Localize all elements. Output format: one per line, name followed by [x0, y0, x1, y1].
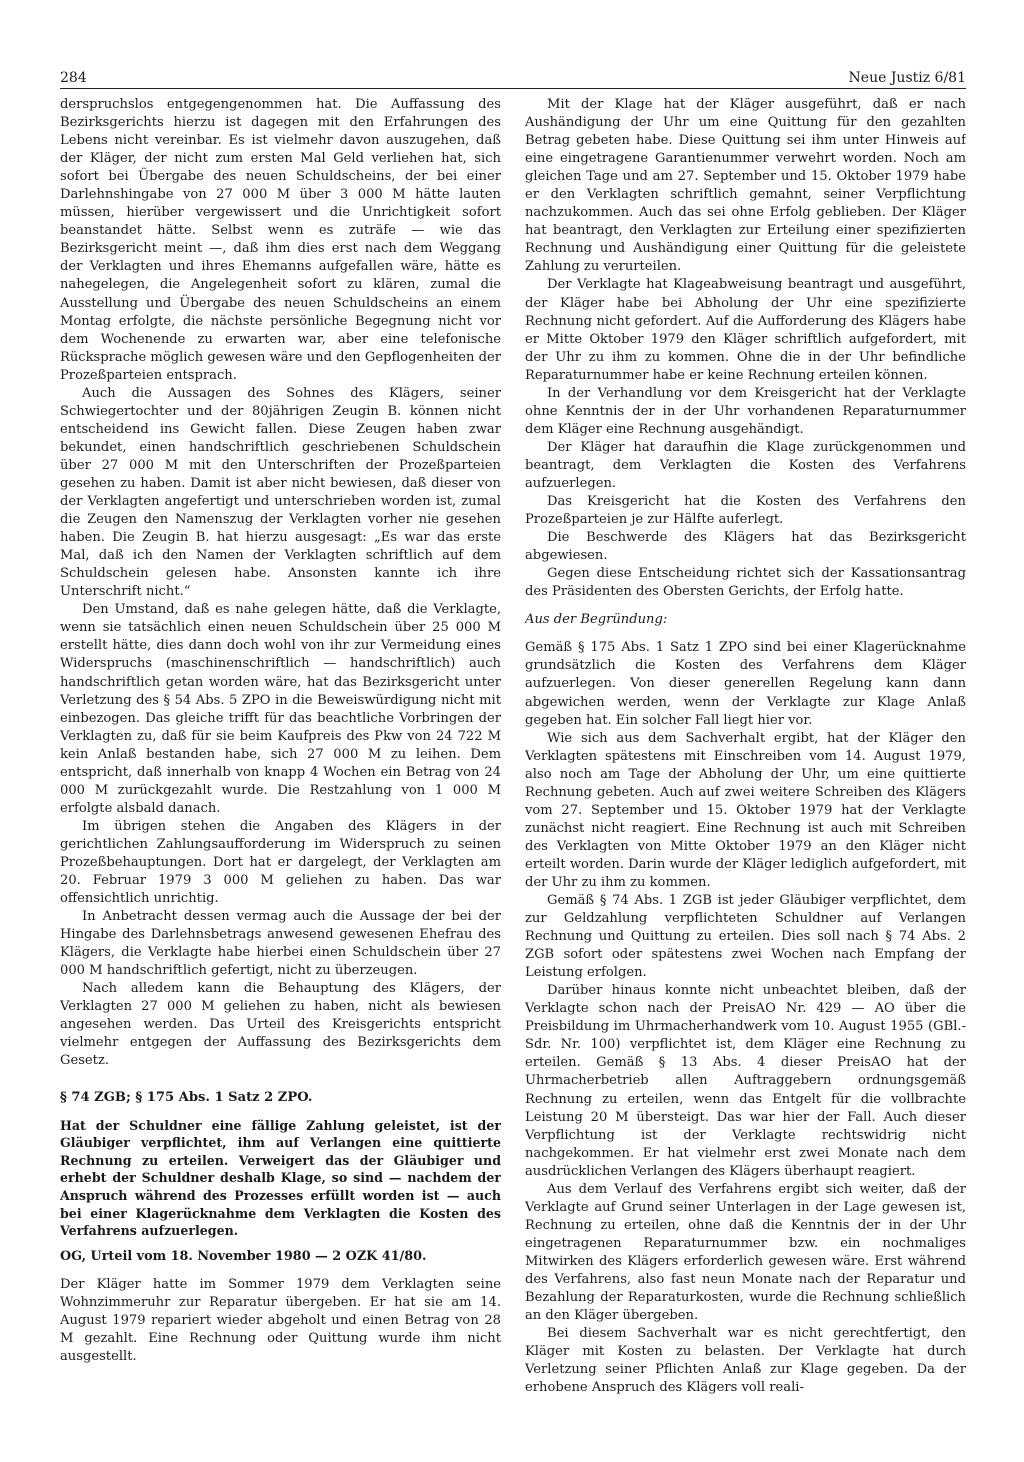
- paragraph: Bei diesem Sachverhalt war es nicht gerechtfertigt, den Kläger mit Kosten zu belasten. Der Verklagte hat durch Verletzung seiner Pflichten Anlaß zur Klage gegeben. Da der erhobene Anspruch des Klägers voll reali-: [525, 1326, 966, 1396]
- paragraph: Wie sich aus dem Sachverhalt ergibt, hat der Kläger den Verklagten spätestens mit Einschreiben vom 14. August 1979, also noch am Tage der Abholung der Uhr, um eine quittierte Rechnung gebeten. Auch auf zwei weitere Schreiben des Klägers vom 27. September und 15. Oktober 1979 hat der Verklagte zunächst nicht reagiert. Eine Rechnung ist auch mit Schreiben des Verklagten von Mitte Oktober 1979 an den Kläger nicht erteilt worden. Darin wurde der Kläger lediglich aufgefordert, mit der Uhr zu ihm zu kommen.: [525, 730, 966, 890]
- paragraph: Mit der Klage hat der Kläger ausgeführt, daß er nach Aushändigung der Uhr um eine Quittung für den gezahlten Betrag gebeten habe. Diese Quittung sei ihm unter Hinweis auf eine eingetragene Garantienummer verwehrt worden. Noch am gleichen Tage und am 27. September und 15. Oktober 1979 habe er den Verklagten schriftlich gemahnt, seiner Verpflichtung nachzukommen. Auch das sei ohne Erfolg geblieben. Der Kläger hat beantragt, den Verklagten zur Erteilung einer spezifizierten Rechnung und Aushändigung einer Quittung für die geleistete Zahlung zu verurteilen.: [525, 97, 966, 275]
- paragraph: Den Umstand, daß es nahe gelegen hätte, daß die Verklagte, wenn sie tatsächlich einen neuen Schuldschein über 25 000 M erstellt hätte, dies dann doch wohl von ihr zur Vermeidung eines Widerspruchs (maschinenschriftlich — handschriftlich) auch handschriftlich getan worden wäre, hat das Bezirksgericht unter Verletzung des § 54 Abs. 5 ZPO in die Beweiswürdigung nicht mit einbezogen. Das gleiche trifft für das beachtliche Vorbringen der Verklagten zu, daß für sie beim Kaufpreis des Pkw von 24 722 M kein Anlaß bestanden habe, sich 27 000 M zu leihen. Dem entspricht, daß innerhalb von knapp 4 Wochen ein Betrag von 24 000 M zurückgezahlt wurde. Die Restzahlung von 1 000 M erfolgte alsbald danach.: [60, 602, 501, 816]
- paragraph: Die Beschwerde des Klägers hat das Bezirksgericht abgewiesen.: [525, 530, 966, 564]
- paragraph: Gemäß § 175 Abs. 1 Satz 1 ZPO sind bei einer Klagerücknahme grundsätzlich die Kosten des Verfahrens dem Kläger aufzuerlegen. Von dieser generellen Regelung kann dann abgewichen werden, wenn der Verklagte zur Klage Anlaß gegeben hat. Ein solcher Fall liegt hier vor.: [525, 640, 966, 728]
- paragraph: Gegen diese Entscheidung richtet sich der Kassationsantrag des Präsidenten des Obersten Gerichts, der Erfolg hatte.: [525, 566, 966, 600]
- court-citation: OG, Urteil vom 18. November 1980 — 2 OZK 41/80.: [60, 1248, 427, 1264]
- paragraph: Auch die Aussagen des Sohnes des Klägers, seiner Schwiegertochter und der 80jährigen Zeugin B. können nicht entscheidend ins Gewicht fallen. Diese Zeugen haben zwar bekundet, einen handschriftlich geschriebenen Schuldschein über 27 000 M mit den Unterschriften der Prozeßparteien gesehen zu haben. Damit ist aber nicht bewiesen, daß dieser von der Verklagten angefertigt und unterschrieben worden ist, zumal die Zeugen den Namenszug der Verklagten vorher nie gesehen haben. Die Zeugin B. hat hierzu ausgesagt: „Es war das erste Mal, daß ich den Namen der Verklagten schriftlich auf dem Schuldschein gelesen habe. Ansonsten kannte ich ihre Unterschrift nicht.“: [60, 385, 501, 600]
- paragraph: Darüber hinaus konnte nicht unbeachtet bleiben, daß der Verklagte schon nach der PreisAO Nr. 429 — AO über die Preisbildung im Uhrmacherhandwerk vom 10. August 1955 (GBl.-Sdr. Nr. 100) verpflichtet ist, dem Kläger eine Rechnung zu erteilen. Gemäß § 13 Abs. 4 dieser PreisAO hat der Uhrmacherbetrieb allen Auftraggebern ordnungsgemäß Rechnung zu erteilen, wenn das Entgelt für die vollbrachte Leistung 20 M übersteigt. Das war hier der Fall. Auch dieser Verpflichtung ist der Verklagte rechtswidrig nicht nachgekommen. Er hat vielmehr erst zwei Monate nach dem ausdrücklichen Verlangen des Klägers überhaupt reagiert.: [525, 983, 966, 1179]
- statute-heading: § 74 ZGB; § 175 Abs. 1 Satz 2 ZPO.: [60, 1089, 313, 1105]
- paragraph: Das Kreisgericht hat die Kosten des Verfahrens den Prozeßparteien je zur Hälfte auferlegt.: [525, 494, 966, 528]
- paragraph: Im übrigen stehen die Angaben des Klägers in der gerichtlichen Zahlungsaufforderung im Widerspruch zu seinen Prozeßbehauptungen. Dort hat er dargelegt, der Verklagten am 20. Februar 1979 3 000 M geliehen zu haben. Das war offensichtlich unrichtig.: [60, 818, 501, 907]
- left-column: [60, 96, 501, 1426]
- page-number: 284: [60, 70, 87, 86]
- paragraph: In der Verhandlung vor dem Kreisgericht hat der Verklagte ohne Kenntnis der in der Uhr vorhandenen Reparaturnummer dem Kläger eine Rechnung ausgehändigt.: [525, 385, 966, 437]
- reasons-heading: Aus der Begründung:: [525, 612, 668, 628]
- headnote: Hat der Schuldner eine fällige Zahlung geleistet, ist der Gläubiger verpflichtet, ihm auf Verlangen eine quittierte Rechnung zu erteilen. Verweigert das der Gläubiger und erhebt der Schuldner deshalb Klage, so sind — nachdem der Anspruch während des Prozesses erfüllt worden ist — auch bei einer Klagerücknahme dem Verklagten die Kosten des Verfahrens aufzuerlegen.: [60, 1117, 501, 1239]
- paragraph: Der Kläger hat daraufhin die Klage zurückgenommen und beantragt, dem Verklagten die Kosten des Verfahrens aufzuerlegen.: [525, 439, 966, 491]
- paragraph: Der Verklagte hat Klageabweisung beantragt und ausgeführt, der Kläger habe bei Abholung der Uhr eine spezifizierte Rechnung nicht gefordert. Auf die Aufforderung des Klägers habe er Mitte Oktober 1979 den Kläger schriftlich aufgefordert, mit der Uhr zu ihm zu kommen. Ohne die in der Uhr befindliche Reparaturnummer habe er keine Rechnung erteilen können.: [525, 277, 966, 383]
- right-column: [525, 96, 966, 1426]
- journal-issue: Neue Justiz 6/81: [848, 70, 966, 86]
- paragraph: In Anbetracht dessen vermag auch die Aussage der bei der Hingabe des Darlehnsbetrags anwesend gewesenen Ehefrau des Klägers, die Verklagte habe hierbei einen Schuldschein über 27 000 M handschriftlich gefertigt, nicht zu überzeugen.: [60, 909, 501, 979]
- paragraph: Gemäß § 74 Abs. 1 ZGB ist jeder Gläubiger verpflichtet, dem zur Geldzahlung verpflichteten Schuldner auf Verlangen Rechnung und Quittung zu erteilen. Dies soll nach § 74 Abs. 2 ZGB sofort oder spätestens zwei Wochen nach Empfang der Leistung erfolgen.: [525, 893, 966, 981]
- paragraph: derspruchslos entgegengenommen hat. Die Auffassung des Bezirksgerichts hierzu ist dagegen mit den Erfahrungen des Lebens nicht vereinbar. Es ist vielmehr davon auszugehen, daß der Kläger, der nicht zum ersten Mal Geld verliehen hat, sich sofort bei Übergabe des neuen Schuldscheins, der bei einer Darlehnshingabe von 27 000 M über 3 000 M hätte lauten müssen, hierüber vergewissert und die Unrichtigkeit sofort beanstandet hätte. Selbst wenn es zuträfe — wie das Bezirksgericht meint —, daß ihm dies erst nach dem Weggang der Verklagten und ihres Ehemanns aufgefallen wäre, hätte es nahegelegen, die Angelegenheit sofort zu klären, zumal die Ausstellung und Übergabe des neuen Schuldscheins an einem Montag erfolgte, die nächste persönliche Begegnung nicht vor dem Wochenende zu erwarten war, aber eine telefonische Rücksprache möglich gewesen wäre und den Gepflogenheiten der Prozeßparteien entsprach.: [60, 97, 501, 383]
- two-column-body: [60, 96, 966, 1426]
- paragraph: Nach alledem kann die Behauptung des Klägers, der Verklagten 27 000 M geliehen zu haben, nicht als bewiesen angesehen werden. Das Urteil des Kreisgerichts entspricht vielmehr entgegen der Auffassung des Bezirksgerichts dem Gesetz.: [60, 981, 501, 1069]
- paragraph: Aus dem Verlauf des Verfahrens ergibt sich weiter, daß der Verklagte auf Grund seiner Unterlagen in der Lage gewesen ist, Rechnung zu erteilen, ohne daß die Kenntnis der in der Uhr eingetragenen Reparaturnummer bzw. ein nochmaliges Mitwirken des Klägers erforderlich gewesen wäre. Erst während des Verfahrens, also fast neun Monate nach der Reparatur und Bezahlung der Reparaturkosten, wurde die Rechnung schließlich an den Kläger übergeben.: [525, 1181, 966, 1324]
- paragraph: Der Kläger hatte im Sommer 1979 dem Verklagten seine Wohnzimmeruhr zur Reparatur übergeben. Er hat sie am 14. August 1979 repariert wieder abgeholt und einen Betrag von 28 M gezahlt. Eine Rechnung oder Quittung wurde ihm nicht ausgestellt.: [60, 1276, 501, 1364]
- page-header: [60, 62, 966, 89]
